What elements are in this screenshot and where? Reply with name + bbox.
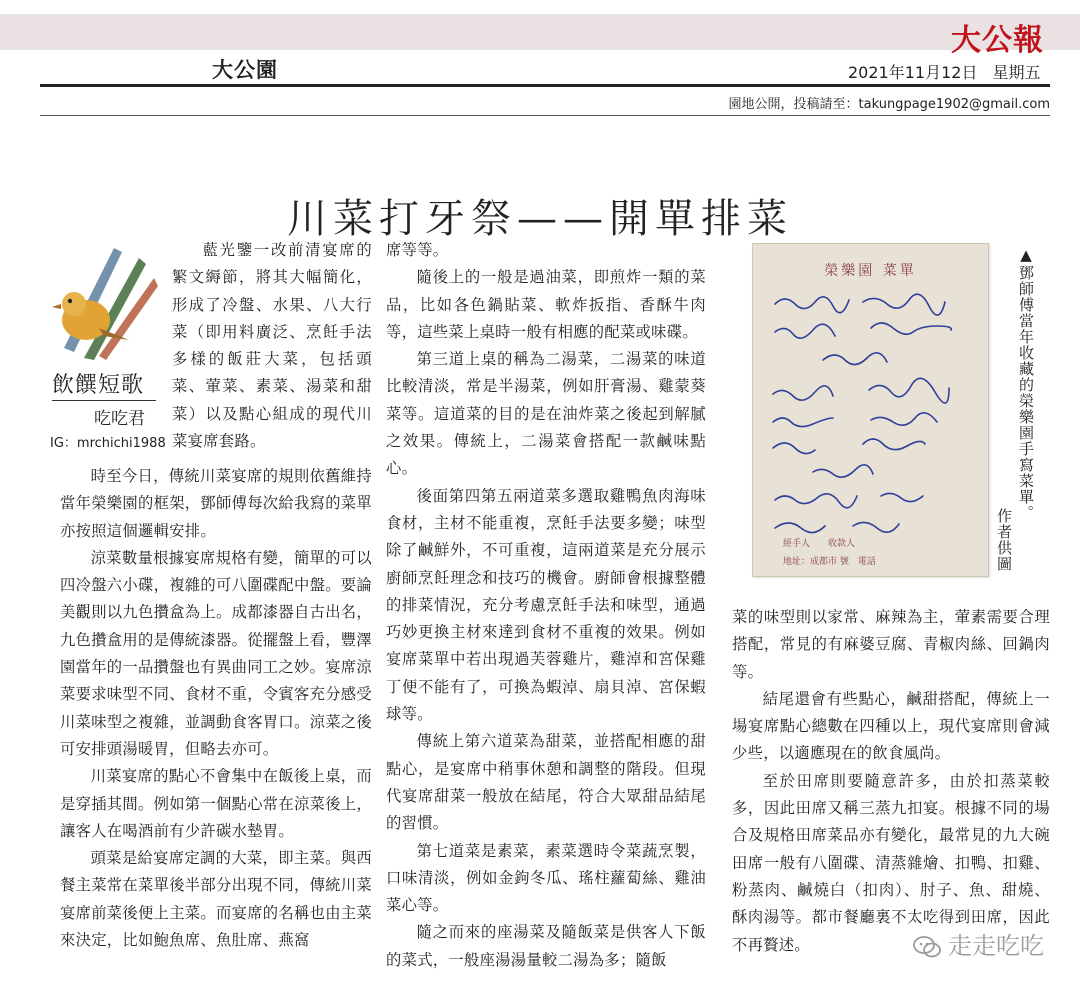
handwritten-menu-photo [752, 243, 989, 577]
menu-header: 榮樂園 菜單 [824, 263, 917, 279]
section-name: 大公園 [212, 57, 278, 82]
contact-line: 園地公開，投稿請至：takungpage1902@gmail.com [728, 97, 1050, 112]
bird-feather-icon [44, 228, 164, 368]
watermark-text: 走走吃吃 [948, 932, 1044, 960]
paragraph: 涼菜數量根據宴席規格有變，簡單的可以四冷盤六小碟，複雜的可八圍碟配中盤。要論美觀則以九色攢盒為上。成都漆器自古出名，九色攢盒用的是傳統漆器。從擺盤上看，豐澤園當年的一品攢盤也有異曲同工之妙。宴席涼菜要求味型不同、食材不重，令賓客充分感受川菜味型之複雜，並調動食客胃口。涼菜之後可安排頭湯暖胃，但略去亦可。 [60, 548, 372, 758]
column-1 [60, 463, 372, 954]
column-1-intro [172, 237, 372, 455]
account-watermark [912, 926, 1044, 961]
paragraph: 頭菜是給宴席定調的大菜，即主菜。與西餐主菜常在菜單後半部分出現不同，傳統川菜宴席前菜後便上主菜。而宴席的名稱也由主菜來決定，比如鮑魚席、魚肚席、燕窩 [60, 849, 372, 950]
paragraph: 後面第四第五兩道菜多選取雞鴨魚肉海味食材，主材不能重複，烹飪手法要多變；味型除了鹹鮮外，不可重複，這兩道菜是充分展示廚師烹飪理念和技巧的機會。廚師會根據整體的排菜情況，充分考慮烹飪手法和味型，通過巧妙更換主材來達到食材不重複的效果。例如宴席菜單中若出現過芙蓉雞片，雞淖和宮保雞丁便不能有了，可換為蝦淖、扇貝淖、宮保蝦球等。 [386, 486, 706, 724]
paragraph: 藍光鑒一改前清宴席的繁文縟節，將其大幅簡化，形成了冷盤、水果、八大行菜（即用料廣泛、烹飪手法多樣的飯莊大菜，包括頭菜、葷菜、素菜、湯菜和甜菜）以及點心組成的現代川菜宴席套路。 [172, 241, 372, 451]
paragraph-continued: 席等等。 [386, 241, 449, 259]
byline-box [44, 228, 166, 454]
paragraph: 至於田席則要隨意許多，由於扣蒸菜較多，因此田席又稱三蒸九扣宴。根據不同的場合及規格田席菜品亦有變化，最常見的九大碗田席一般有八圍碟、清蒸雜燴、扣鴨、扣雞、粉蒸肉、鹹燒白（扣肉）、肘子、魚、甜燒、酥肉湯等。都市餐廳裏不太吃得到田席，因此不再贅述。 [732, 771, 1050, 954]
paragraph: 第七道菜是素菜，素菜選時令菜蔬烹製，口味清淡，例如金鉤冬瓜、瑤柱蘿蔔絲、雞油菜心等。 [386, 841, 706, 915]
issue-date: 2021年11月12日 星期五 [848, 63, 1041, 82]
article-headline: 川菜打牙祭——開單排菜 [287, 195, 793, 242]
column-title-rule [52, 400, 156, 401]
newspaper-logo: 大公報 [951, 23, 1044, 58]
paragraph: 結尾還會有些點心，鹹甜搭配，傳統上一場宴席點心總數在四種以上，現代宴席則會減少些，以適應現在的飲食風尚。 [732, 689, 1050, 763]
paragraph: 時至今日，傳統川菜宴席的規則依舊維持當年榮樂園的框架，鄧師傅每次給我寫的菜單亦按照這個邏輯安排。 [60, 467, 372, 540]
menu-address: 地址：成都市 號 電話 [783, 557, 876, 567]
handwriting-scribble [753, 244, 988, 576]
menu-footer-labels: 經手人 收款人 [783, 539, 856, 549]
masthead-bar [0, 14, 1080, 50]
photo-credit: 作者供圖 [995, 508, 1013, 572]
photo-caption: ▲鄧師傅當年收藏的榮樂園手寫菜單。 [1017, 246, 1035, 521]
paragraph-continued: 菜的味型則以家常、麻辣為主，葷素需要合理搭配，常見的有麻婆豆腐、青椒肉絲、回鍋肉等。 [732, 608, 1050, 681]
wechat-icon [912, 935, 942, 959]
paragraph: 第三道上桌的稱為二湯菜，二湯菜的味道比較清淡，常是半湯菜，例如肝膏湯、雞蒙葵菜等。這道菜的目的是在油炸菜之後起到解膩之效果。傳統上，二湯菜會搭配一款鹹味點心。 [386, 350, 706, 478]
paragraph: 川菜宴席的點心不會集中在飯後上桌，而是穿插其間。例如第一個點心常在涼菜後上，讓客人在喝酒前有少許碳水墊胃。 [60, 767, 372, 840]
paragraph: 隨之而來的座湯菜及隨飯菜是供客人下飯的菜式，一般座湯湯量較二湯為多；隨飯 [386, 923, 706, 969]
paragraph: 隨後上的一般是過油菜，即煎炸一類的菜品，比如各色鍋貼菜、軟炸扳指、香酥牛肉等，這些菜上桌時一般有相應的配菜或味碟。 [386, 268, 706, 341]
contact-rule [40, 115, 1050, 116]
column-title: 飲饌短歌 [52, 373, 145, 398]
paragraph: 傳統上第六道菜為甜菜，並搭配相應的甜點心，是宴席中稍事休憩和調整的階段。但現代宴席甜菜一般放在結尾，符合大眾甜品結尾的習慣。 [386, 732, 706, 833]
column-3 [732, 604, 1050, 959]
author-ig: IG：mrchichi1988 [50, 436, 166, 451]
column-2 [386, 237, 706, 974]
author-name: 吃吃君 [94, 409, 145, 429]
header-rule [40, 84, 1050, 87]
